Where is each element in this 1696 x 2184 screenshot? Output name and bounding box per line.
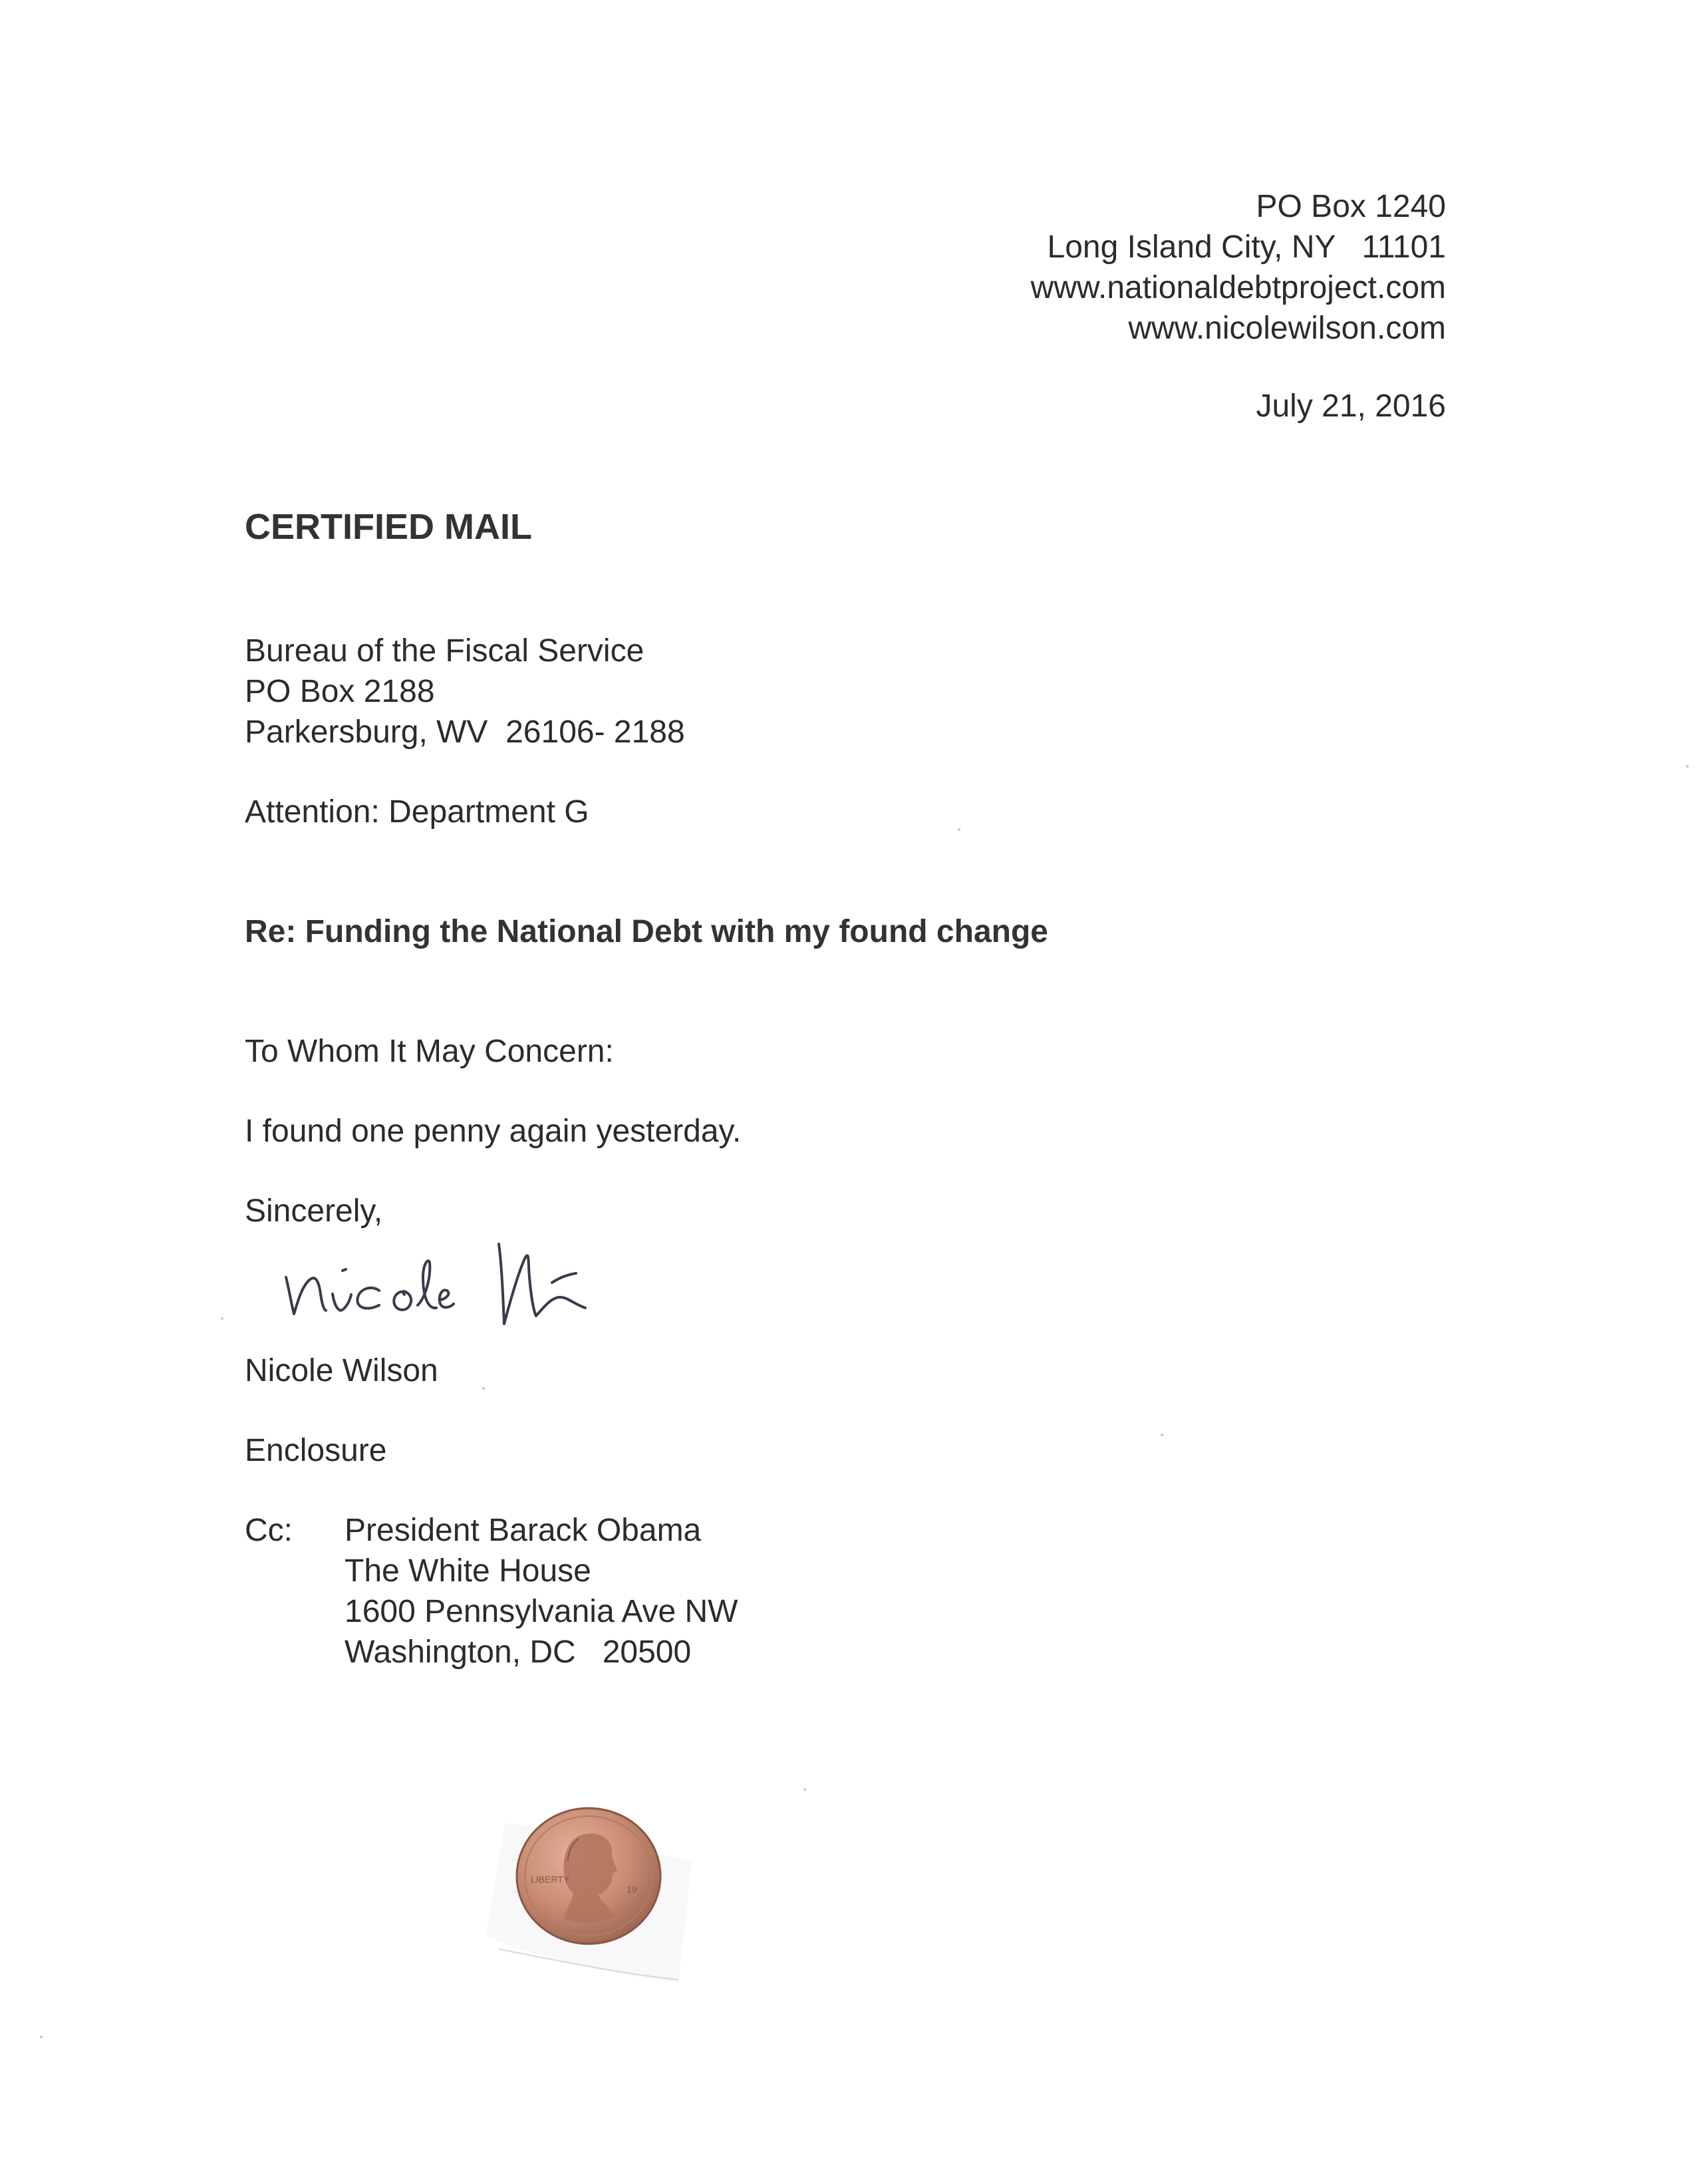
svg-text:19: 19	[627, 1884, 637, 1895]
sender-website-1: www.nationaldebtproject.com	[1030, 270, 1446, 305]
enclosure-label: Enclosure	[245, 1433, 387, 1468]
certified-mail-heading: CERTIFIED MAIL	[245, 507, 532, 547]
salutation-block	[245, 1031, 614, 1072]
letter-date-block	[1256, 386, 1446, 426]
enclosure-block	[245, 1430, 386, 1471]
cc-street: 1600 Pennsylvania Ave NW	[345, 1594, 738, 1629]
subject-line: Re: Funding the National Debt with my found change	[245, 914, 1048, 949]
scan-speck	[803, 1788, 806, 1791]
enclosed-penny	[479, 1783, 698, 1982]
signer-name: Nicole Wilson	[245, 1353, 438, 1388]
recipient-po-box: PO Box 2188	[245, 674, 435, 709]
scan-speck	[1161, 1434, 1163, 1436]
sender-address	[1031, 186, 1446, 349]
attention-line-block	[245, 792, 589, 832]
cc-address	[345, 1510, 738, 1672]
cc-label: Cc:	[245, 1513, 293, 1548]
handwritten-signature	[273, 1231, 685, 1337]
sender-website-2: www.nicolewilson.com	[1128, 311, 1446, 346]
letter-body	[245, 1111, 741, 1152]
body-paragraph: I found one penny again yesterday.	[245, 1114, 742, 1149]
sender-city: Long Island City, NY 11101	[1047, 230, 1446, 265]
recipient-name: Bureau of the Fiscal Service	[245, 633, 644, 669]
recipient-city: Parkersburg, WV 26106- 2188	[245, 714, 685, 750]
attention-line: Attention: Department G	[245, 794, 589, 830]
penny-coin-icon	[479, 1783, 698, 1982]
cc-label-block	[245, 1510, 293, 1551]
scan-speck	[1686, 765, 1689, 768]
svg-text:LIBERTY: LIBERTY	[531, 1874, 570, 1885]
recipient-address	[245, 631, 685, 752]
cc-organization: The White House	[345, 1553, 591, 1589]
sender-po-box: PO Box 1240	[1256, 189, 1446, 224]
closing-block	[245, 1191, 382, 1231]
scan-speck	[482, 1387, 485, 1390]
scan-speck	[221, 1317, 223, 1320]
signer-name-block	[245, 1350, 438, 1391]
scan-speck	[958, 828, 960, 831]
closing: Sincerely,	[245, 1193, 383, 1229]
scan-speck	[40, 2036, 43, 2038]
letter-date: July 21, 2016	[1256, 389, 1446, 424]
cc-name: President Barack Obama	[345, 1513, 702, 1548]
salutation: To Whom It May Concern:	[245, 1034, 614, 1069]
cc-city: Washington, DC 20500	[345, 1635, 692, 1670]
